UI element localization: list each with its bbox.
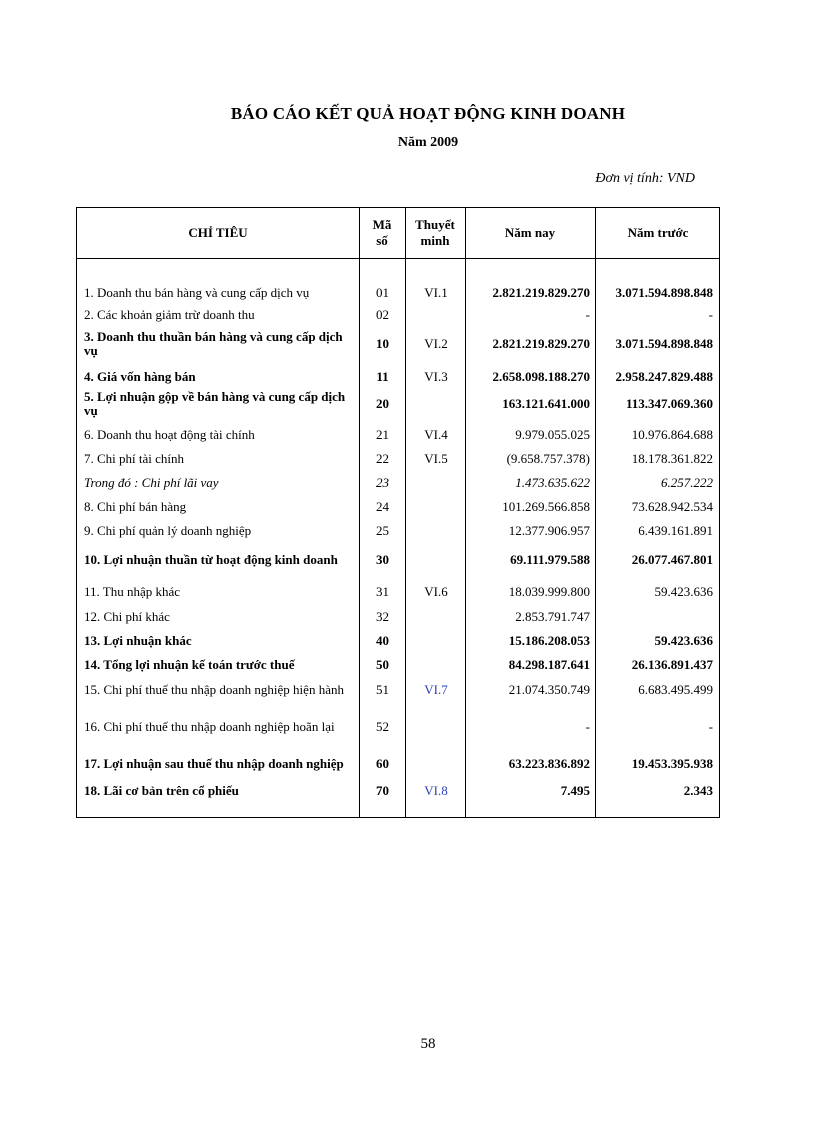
row-code: 31 xyxy=(376,584,389,599)
table-row xyxy=(77,386,721,422)
row-previous-year: 19.453.395.938 xyxy=(631,756,713,771)
row-current-year: 84.298.187.641 xyxy=(508,657,590,672)
row-previous-year: 2.958.247.829.488 xyxy=(615,369,713,384)
row-previous-year: 10.976.864.688 xyxy=(631,427,713,442)
row-code: 52 xyxy=(376,719,389,734)
row-note xyxy=(407,710,465,744)
row-code: 21 xyxy=(376,427,389,442)
row-current-year: (9.658.757.378) xyxy=(506,451,590,466)
row-current-year: 69.111.979.588 xyxy=(510,552,590,567)
currency-unit: Đơn vị tính: VND xyxy=(595,171,695,186)
row-label: 4. Giá vốn hàng bán xyxy=(84,369,196,384)
row-code: 01 xyxy=(376,285,389,300)
row-previous-year: - xyxy=(708,719,713,734)
row-current-year: 21.074.350.749 xyxy=(508,682,590,697)
row-code: 40 xyxy=(376,633,389,648)
report-year: Năm 2009 xyxy=(397,135,459,150)
row-code: 02 xyxy=(376,307,389,322)
row-previous-year: 3.071.594.898.848 xyxy=(615,285,713,300)
row-current-year: 18.039.999.800 xyxy=(508,584,590,599)
row-previous-year: 2.343 xyxy=(683,783,713,798)
row-label: 8. Chi phí bán hàng xyxy=(84,499,187,514)
row-current-year: 12.377.906.957 xyxy=(508,523,590,538)
row-note xyxy=(407,474,465,492)
header-current-year: Năm nay xyxy=(504,225,556,240)
row-note xyxy=(407,656,465,674)
row-label: 12. Chi phí khác xyxy=(84,609,170,624)
row-code: 22 xyxy=(376,451,389,466)
row-previous-year: 6.257.222 xyxy=(661,475,713,490)
row-label: 7. Chi phí tài chính xyxy=(84,451,185,466)
row-current-year: 15.186.208.053 xyxy=(508,633,590,648)
row-label: 5. Lợi nhuận gộp về bán hàng và cung cấp dịch vụ xyxy=(84,389,346,418)
row-label: 18. Lãi cơ bản trên cổ phiếu xyxy=(84,783,239,798)
row-previous-year: 6.439.161.891 xyxy=(638,523,713,538)
row-code: 60 xyxy=(376,756,389,771)
row-current-year: 2.853.791.747 xyxy=(515,609,590,624)
row-note xyxy=(407,498,465,516)
table-row xyxy=(77,284,721,302)
row-previous-year: 18.178.361.822 xyxy=(631,451,713,466)
row-code: 24 xyxy=(376,499,389,514)
row-previous-year: 113.347.069.360 xyxy=(625,396,713,411)
row-current-year: 2.821.219.829.270 xyxy=(492,285,590,300)
row-current-year: - xyxy=(585,307,590,322)
table-row xyxy=(77,474,721,492)
row-note: VI.1 xyxy=(424,285,448,300)
table-row xyxy=(77,782,721,800)
row-code: 50 xyxy=(376,657,389,672)
row-note: VI.3 xyxy=(424,369,448,384)
page-number: 58 xyxy=(420,1036,436,1052)
row-previous-year: 59.423.636 xyxy=(654,633,713,648)
row-code: 10 xyxy=(376,336,389,351)
row-previous-year: 26.077.467.801 xyxy=(631,552,713,567)
table-row xyxy=(77,498,721,516)
row-label: 6. Doanh thu hoạt động tài chính xyxy=(84,427,255,442)
row-previous-year xyxy=(596,608,713,626)
header-indicator: CHỈ TIÊU xyxy=(188,225,248,240)
row-note xyxy=(407,542,465,578)
table-row xyxy=(77,306,721,324)
row-previous-year: 26.136.891.437 xyxy=(631,657,713,672)
table-row xyxy=(77,656,721,674)
table-row xyxy=(77,450,721,468)
report-title: BÁO CÁO KẾT QUẢ HOẠT ĐỘNG KINH DOANH xyxy=(230,104,626,123)
row-note-link[interactable]: VI.7 xyxy=(424,682,448,697)
header-divider xyxy=(77,258,719,259)
header-previous-year: Năm trước xyxy=(627,225,689,240)
table-row xyxy=(77,632,721,650)
row-code: 20 xyxy=(376,396,389,411)
row-code: 70 xyxy=(376,783,389,798)
table-row xyxy=(77,368,721,386)
table-row xyxy=(77,326,721,362)
row-current-year: - xyxy=(585,719,590,734)
row-current-year: 7.495 xyxy=(560,783,590,798)
row-current-year: 9.979.055.025 xyxy=(515,427,590,442)
row-code: 30 xyxy=(376,552,389,567)
row-note: VI.6 xyxy=(424,584,448,599)
row-code: 51 xyxy=(376,682,389,697)
table-row xyxy=(77,746,721,782)
row-note: VI.2 xyxy=(424,336,448,351)
row-current-year: 2.821.219.829.270 xyxy=(492,336,590,351)
row-code: 11 xyxy=(376,369,389,384)
row-label: 11. Thu nhập khác xyxy=(84,584,181,599)
table-row xyxy=(77,673,721,707)
table-row xyxy=(77,583,721,601)
row-label: 9. Chi phí quản lý doanh nghiệp xyxy=(84,523,252,538)
row-label: Trong đó : Chi phí lãi vay xyxy=(84,475,219,490)
row-label: 13. Lợi nhuận khác xyxy=(84,633,192,648)
table-row xyxy=(77,542,721,578)
row-current-year: 163.121.641.000 xyxy=(502,396,590,411)
income-statement-table xyxy=(76,207,720,818)
row-previous-year: 3.071.594.898.848 xyxy=(615,336,713,351)
row-note: VI.5 xyxy=(424,451,448,466)
row-current-year: 101.269.566.858 xyxy=(502,499,590,514)
header-code: Mã số xyxy=(372,217,392,248)
row-note: VI.4 xyxy=(424,427,448,442)
row-previous-year: 6.683.495.499 xyxy=(638,682,713,697)
row-note-link[interactable]: VI.8 xyxy=(424,783,448,798)
row-label: 3. Doanh thu thuần bán hàng và cung cấp dịch vụ xyxy=(84,329,343,358)
row-label: 15. Chi phí thuế thu nhập doanh nghiệp hiện hành xyxy=(84,682,344,697)
row-current-year: 1.473.635.622 xyxy=(515,475,590,490)
row-label: 17. Lợi nhuận sau thuế thu nhập doanh nghiệp xyxy=(84,756,344,771)
row-note xyxy=(407,608,465,626)
row-note xyxy=(407,746,465,782)
row-code: 25 xyxy=(376,523,389,538)
row-previous-year: 73.628.942.534 xyxy=(631,499,713,514)
table-row xyxy=(77,710,721,744)
row-label: 16. Chi phí thuế thu nhập doanh nghiệp hoãn lại xyxy=(84,719,335,734)
row-label: 14. Tổng lợi nhuận kế toán trước thuế xyxy=(84,657,295,672)
row-label: 1. Doanh thu bán hàng và cung cấp dịch vụ xyxy=(84,285,310,300)
row-code: 32 xyxy=(376,609,389,624)
row-note xyxy=(407,386,465,422)
row-label: 10. Lợi nhuận thuần từ hoạt động kinh doanh xyxy=(84,552,338,567)
row-note xyxy=(407,306,465,324)
row-previous-year: - xyxy=(708,307,713,322)
header-note: Thuyết minh xyxy=(415,217,455,248)
table-row xyxy=(77,608,721,626)
row-current-year: 2.658.098.188.270 xyxy=(492,369,590,384)
row-current-year: 63.223.836.892 xyxy=(508,756,590,771)
row-code: 23 xyxy=(376,475,389,490)
table-row xyxy=(77,426,721,444)
table-row xyxy=(77,522,721,540)
row-note xyxy=(407,632,465,650)
row-label: 2. Các khoản giảm trừ doanh thu xyxy=(84,307,255,322)
row-note xyxy=(407,522,465,540)
row-previous-year: 59.423.636 xyxy=(654,584,713,599)
